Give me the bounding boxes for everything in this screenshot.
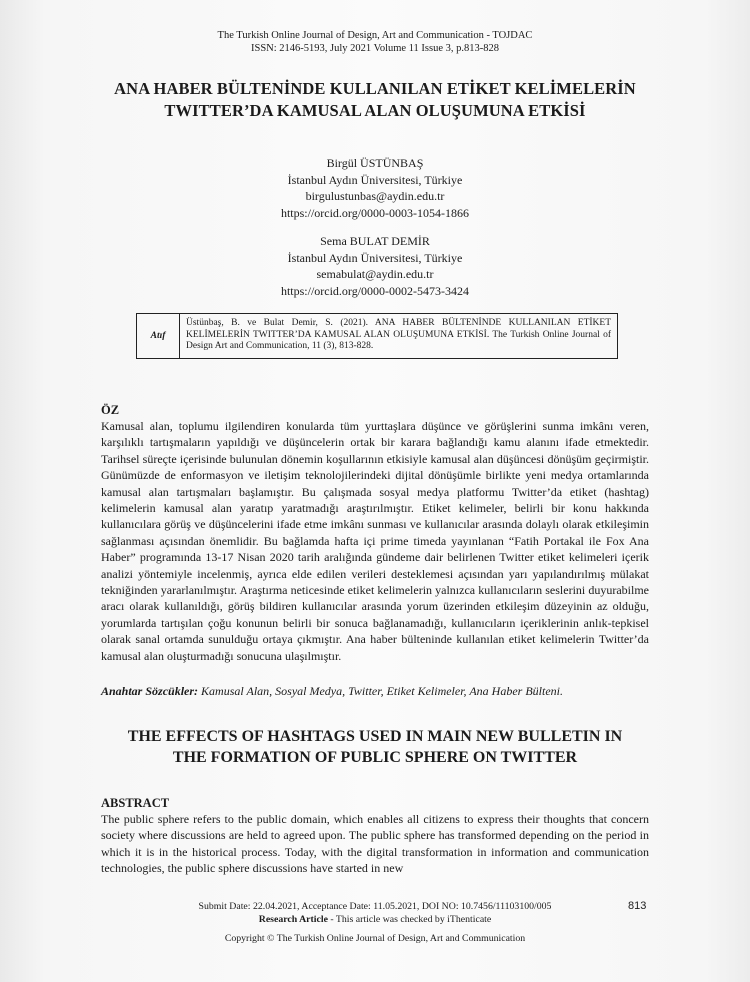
author-affiliation: İstanbul Aydın Üniversitesi, Türkiye (287, 172, 463, 187)
citation-label: Atıf (137, 314, 180, 358)
citation-box (136, 313, 618, 359)
author-email[interactable]: semabulat@aydin.edu.tr (316, 267, 434, 281)
oz-paragraph: Kamusal alan, toplumu ilgilendiren konularda tüm yurttaşlara düşünce ve görüşlerini sunma imkânı veren, karşılıklı tartışmaların yapıldığı ve düşüncelerin ortak bir karara bağlandığı kamu alanını ifade etmektedir. Tarihsel süreçte içerisinde bulunulan dönemin koşullarının etkisiyle kamusal alan düşüncesi dönüşüm geçirmiştir. Günümüzde de enformasyon ve iletişim teknolojilerindeki dijital dönüşümle birlikte yeni medya ortamlarında kamusal alan tartışmaları başlamıştır. Bu çalışmada sosyal medya platformu Twitter’da etiket (hashtag) kelimelerin kamusal alan yaratıp yaratmadığı araştırılmıştır. Etiket kelimeler, belirli bir konu hakkında kullanıcılara görüş ve düşüncelerini ifade etme imkânı sunması ve kullanıcılar arasında dolaylı olarak etkileşimin sağlanması açısından önemlidir. Bu bağlamda hafta içi prime timeda yayınlanan “Fatih Portakal ile Fox Ana Haber” programında 13-17 Nisan 2020 tarih aralığında gündeme dair belirlenen Twitter etiket kelimeleri içerik analizi yöntemiyle incelenmiş, ayrıca elde edilen verileri desteklemesi açısından yarı yapılandırılmış mülakat tekniğinden yararlanılmıştır. Araştırma neticesinde etiket kelimelerin yalnızca kullanıcıların seslerini duyurabilme aracı olarak kullanıldığı, görüş bildiren kullanıcılar arasında yorum üzerinden etkileşim düzeyinin az olduğu, yorumlarda tartışılan çoğu konunun belirli bir sonuca bağlanamadığı, kullanıcıların içeriklerinin anlık-tepkisel olarak sanal ortamda sunulduğu ortaya çıkmıştır. Ana haber bülteninde kullanılan etiket kelimelerin Twitter’da kamusal alan oluşturmadığı sonucuna ulaşılmıştır. (101, 419, 649, 663)
abstract-paragraph: The public sphere refers to the public domain, which enables all citizens to express their thoughts that concern society where discussions are held to agreed upon. The public sphere has transformed depending on the period in which it is in the historical process. Today, with the digital transformation in information and communication technologies, the public sphere discussions have started in new (101, 812, 649, 876)
author-block-2 (0, 233, 750, 299)
oz-heading: ÖZ (101, 403, 120, 417)
article-check-note: - This article was checked by iThenticate (327, 914, 492, 925)
article-title (0, 78, 750, 122)
article-title-line-2: TWITTER’DA KAMUSAL ALAN OLUŞUMUNA ETKİSİ (164, 101, 586, 120)
journal-name-line: The Turkish Online Journal of Design, Art and Communication - TOJDAC (217, 30, 533, 41)
article-type-line (0, 914, 750, 926)
keywords-line (101, 684, 649, 699)
author-affiliation: İstanbul Aydın Üniversitesi, Türkiye (287, 250, 463, 265)
submission-dates: Submit Date: 22.04.2021, Acceptance Date: 11.05.2021, DOI NO: 10.7456/11103100/005 (198, 901, 552, 912)
keywords-label: Anahtar Sözcükler: (101, 684, 199, 698)
author-block-1 (0, 155, 750, 221)
copyright-line: Copyright © The Turkish Online Journal of Design, Art and Communication (224, 933, 526, 944)
author-orcid[interactable]: https://orcid.org/0000-0003-1054-1866 (280, 205, 470, 220)
author-orcid[interactable]: https://orcid.org/0000-0002-5473-3424 (280, 283, 470, 298)
abstract-heading: ABSTRACT (101, 796, 170, 810)
citation-text: Üstünbaş, B. ve Bulat Demir, S. (2021). ANA HABER BÜLTENİNDE KULLANILAN ETİKET KELİMELERİN TWITTER’DA KAMUSAL ALAN OLUŞUMUNA ETKİSİ. The Turkish Online Journal of Design Art and Communication, 11 (3), 813-828. (186, 318, 611, 352)
article-title-line-1: ANA HABER BÜLTENİNDE KULLANILAN ETİKET KELİMELERİN (114, 79, 636, 98)
journal-header (0, 29, 750, 55)
english-title (0, 726, 750, 768)
keywords-text: Kamusal Alan, Sosyal Medya, Twitter, Etiket Kelimeler, Ana Haber Bülteni. (201, 684, 563, 698)
author-email[interactable]: birgulustunbas@aydin.edu.tr (305, 189, 445, 203)
english-title-line-1: THE EFFECTS OF HASHTAGS USED IN MAIN NEW BULLETIN IN (127, 728, 623, 745)
author-name: Sema BULAT DEMİR (320, 234, 430, 248)
english-title-line-2: THE FORMATION OF PUBLIC SPHERE ON TWITTER (172, 749, 578, 766)
author-name: Birgül ÜSTÜNBAŞ (326, 156, 424, 170)
article-type: Research Article (258, 914, 328, 925)
issn-line: ISSN: 2146-5193, July 2021 Volume 11 Issue 3, p.813-828 (250, 43, 500, 54)
page-number: 813 (628, 900, 647, 912)
